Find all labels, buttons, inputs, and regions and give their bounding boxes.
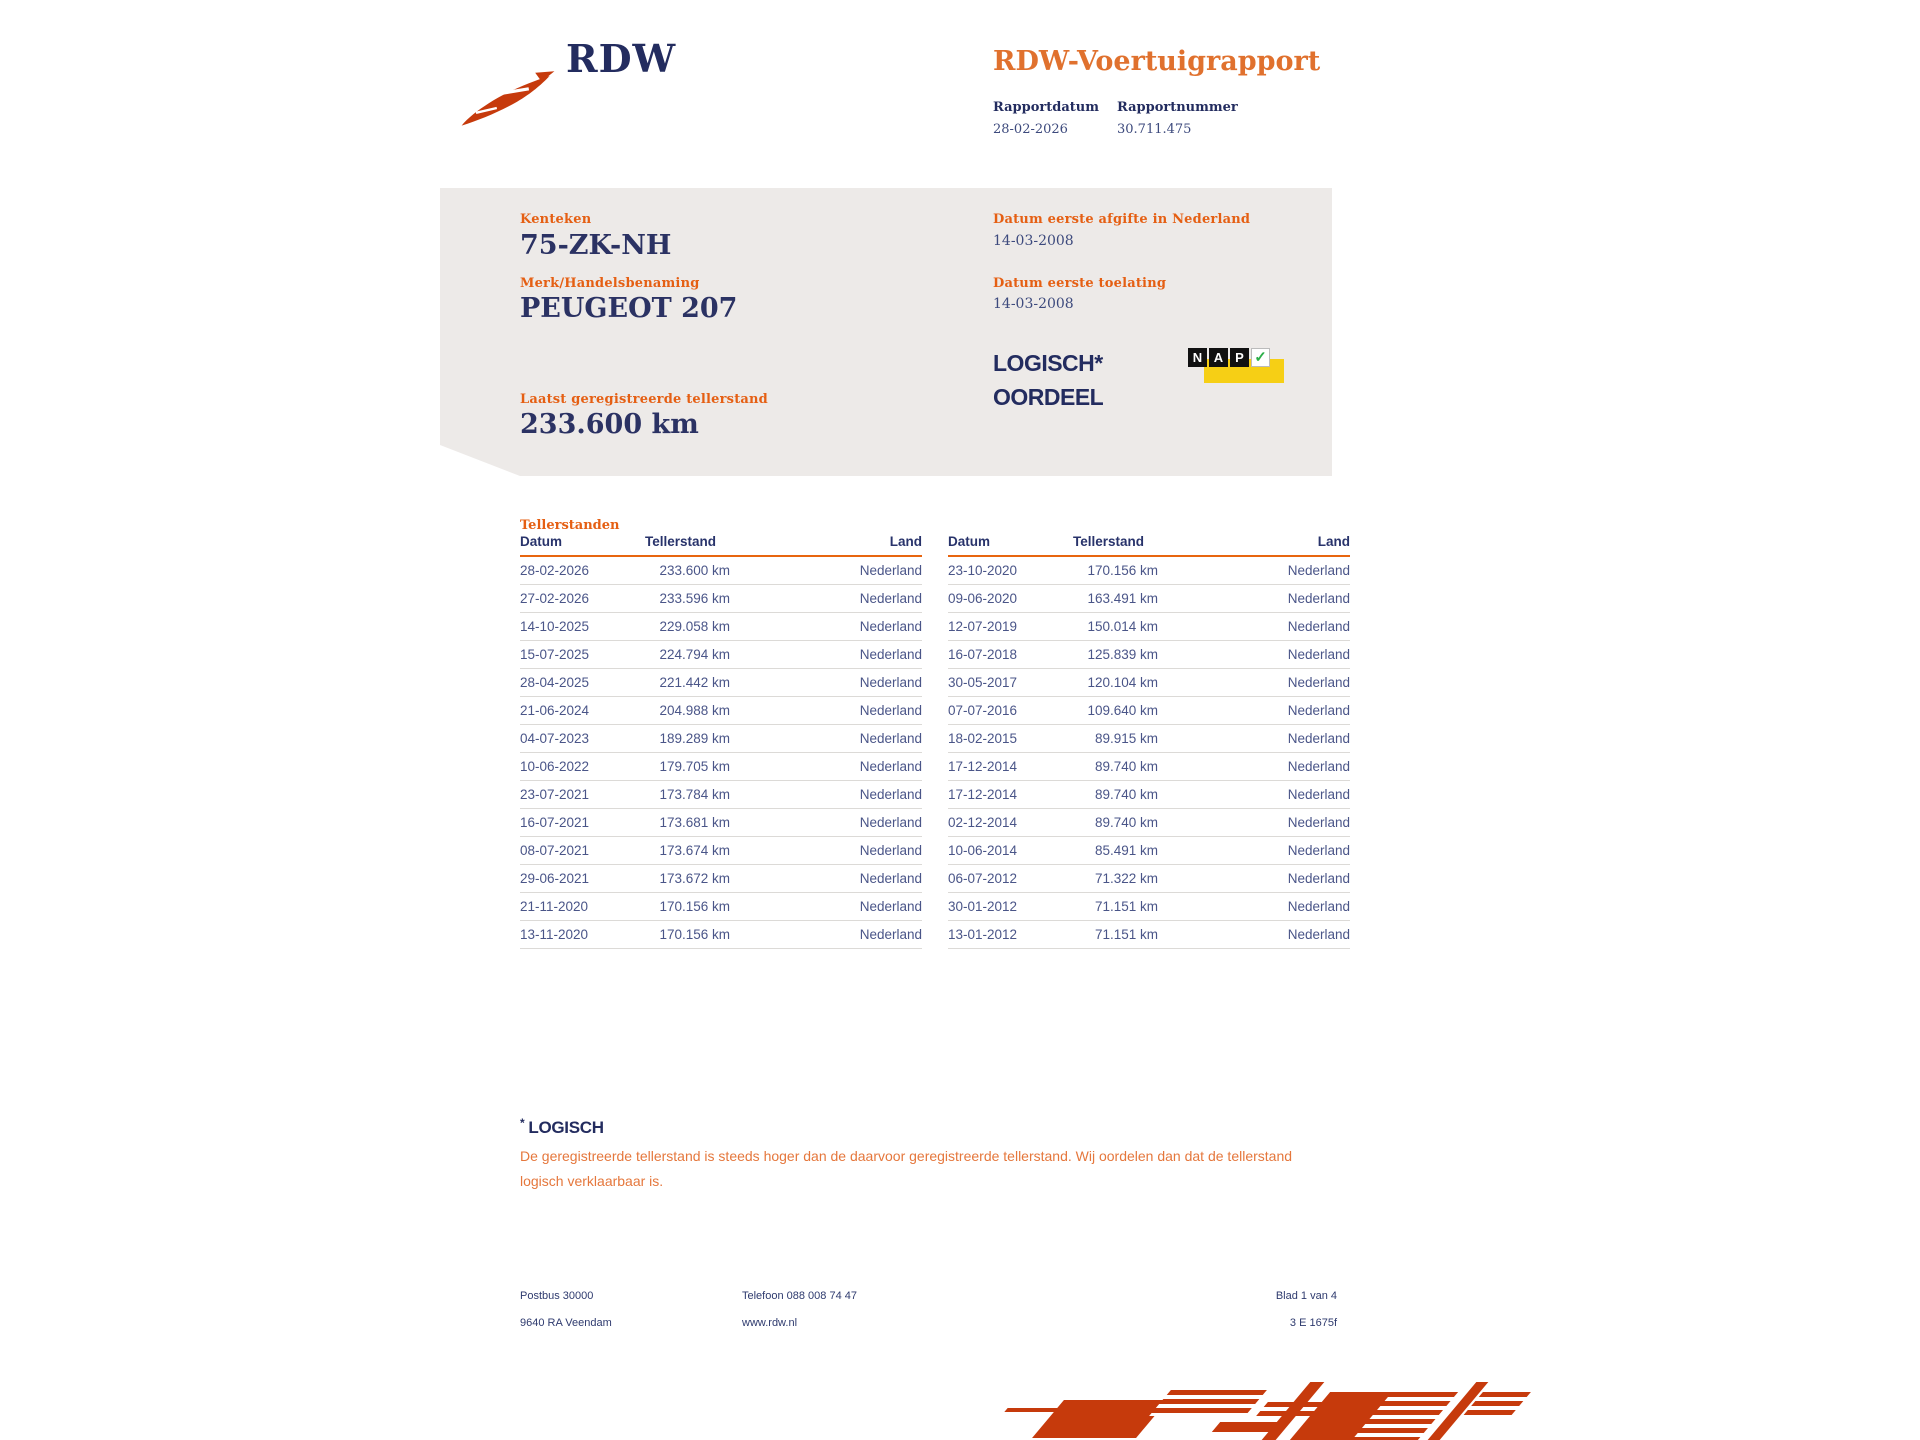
page-title: RDW-Voertuigrapport xyxy=(993,46,1321,77)
cell-tellerstand: 71.151 km xyxy=(1094,927,1158,942)
cell-land: Nederland xyxy=(1287,927,1350,942)
cell-datum: 17-12-2014 xyxy=(948,787,1018,802)
kenteken-label: Kenteken xyxy=(520,212,592,227)
kenteken-value: 75-ZK-NH xyxy=(520,230,672,261)
cell-land: Nederland xyxy=(1287,563,1350,578)
cell-land: Nederland xyxy=(859,815,922,830)
cell-datum: 29-06-2021 xyxy=(520,871,590,886)
footer-page-number: Blad 1 van 4 xyxy=(1275,1290,1337,1302)
cell-datum: 28-04-2025 xyxy=(520,675,590,690)
table-row xyxy=(948,921,1350,949)
col-header-tellerstand: Tellerstand xyxy=(645,534,717,549)
logisch-footnote-title xyxy=(520,1116,604,1138)
cell-tellerstand: 150.014 km xyxy=(1087,619,1158,634)
table-row xyxy=(520,893,922,921)
footnote-asterisk: * xyxy=(520,1116,525,1130)
cell-land: Nederland xyxy=(859,675,922,690)
cell-tellerstand: 71.151 km xyxy=(1094,899,1158,914)
cell-datum: 23-10-2020 xyxy=(948,563,1018,578)
cell-land: Nederland xyxy=(859,703,922,718)
cell-tellerstand: 89.740 km xyxy=(1094,815,1158,830)
cell-tellerstand: 170.156 km xyxy=(659,899,730,914)
cell-tellerstand: 89.915 km xyxy=(1094,731,1158,746)
cell-tellerstand: 189.289 km xyxy=(659,731,730,746)
cell-datum: 18-02-2015 xyxy=(948,731,1018,746)
nap-logo xyxy=(1188,348,1284,384)
col-header-datum: Datum xyxy=(948,534,991,549)
cell-tellerstand: 85.491 km xyxy=(1094,843,1158,858)
afgifte-label: Datum eerste afgifte in Nederland xyxy=(993,212,1251,227)
table-row xyxy=(520,865,922,893)
table-row xyxy=(948,865,1350,893)
cell-datum: 08-07-2021 xyxy=(520,843,590,858)
col-header-land: Land xyxy=(1317,534,1350,549)
cell-land: Nederland xyxy=(1287,619,1350,634)
cell-datum: 12-07-2019 xyxy=(948,619,1018,634)
cell-tellerstand: 179.705 km xyxy=(659,759,730,774)
table-row xyxy=(948,557,1350,585)
toelating-value: 14-03-2008 xyxy=(993,296,1074,312)
table-row xyxy=(520,837,922,865)
table-row xyxy=(520,613,922,641)
table-row xyxy=(520,669,922,697)
cell-land: Nederland xyxy=(859,843,922,858)
tellerstanden-table-left xyxy=(520,534,922,949)
oordeel-line1: LOGISCH* xyxy=(993,350,1103,376)
table-row xyxy=(520,557,922,585)
cell-datum: 13-11-2020 xyxy=(520,927,589,942)
oordeel-line2: OORDEEL xyxy=(993,384,1104,410)
table-row xyxy=(520,753,922,781)
cell-datum: 15-07-2025 xyxy=(520,647,590,662)
cell-tellerstand: 170.156 km xyxy=(1087,563,1158,578)
nap-check-icon: ✓ xyxy=(1251,348,1270,367)
toelating-label: Datum eerste toelating xyxy=(993,276,1167,291)
table-row xyxy=(948,809,1350,837)
cell-land: Nederland xyxy=(859,563,922,578)
cell-datum: 10-06-2014 xyxy=(948,843,1018,858)
table-row xyxy=(520,585,922,613)
cell-datum: 13-01-2012 xyxy=(948,927,1018,942)
table-row xyxy=(948,669,1350,697)
table-row xyxy=(520,921,922,949)
table-row xyxy=(520,697,922,725)
merk-label: Merk/Handelsbenaming xyxy=(520,276,700,291)
cell-tellerstand: 173.674 km xyxy=(659,843,730,858)
col-header-datum: Datum xyxy=(520,534,563,549)
cell-datum: 02-12-2014 xyxy=(948,815,1018,830)
cell-land: Nederland xyxy=(859,619,922,634)
cell-datum: 17-12-2014 xyxy=(948,759,1018,774)
cell-datum: 21-06-2024 xyxy=(520,703,590,718)
cell-datum: 06-07-2012 xyxy=(948,871,1018,886)
footer-address-line1: Postbus 30000 xyxy=(520,1290,594,1302)
table-row xyxy=(520,641,922,669)
cell-land: Nederland xyxy=(859,899,922,914)
report-number-value: 30.711.475 xyxy=(1117,122,1192,137)
cell-land: Nederland xyxy=(859,591,922,606)
table-row xyxy=(520,809,922,837)
cell-datum: 30-05-2017 xyxy=(948,675,1018,690)
col-header-land: Land xyxy=(889,534,922,549)
report-date-label: Rapportdatum xyxy=(993,100,1099,115)
nap-letter-a: A xyxy=(1209,348,1228,367)
cell-tellerstand: 120.104 km xyxy=(1087,675,1158,690)
tellerstanden-section-title: Tellerstanden xyxy=(520,518,620,533)
table-row xyxy=(948,781,1350,809)
table-row xyxy=(948,725,1350,753)
footer-website: www.rdw.nl xyxy=(742,1317,798,1329)
rdw-logo-flame-icon xyxy=(460,70,556,130)
cell-land: Nederland xyxy=(1287,899,1350,914)
cell-land: Nederland xyxy=(1287,787,1350,802)
cell-tellerstand: 221.442 km xyxy=(659,675,730,690)
rdw-logo-text: RDW xyxy=(566,36,677,81)
table-row xyxy=(520,781,922,809)
cell-land: Nederland xyxy=(859,647,922,662)
table-row xyxy=(520,725,922,753)
cell-land: Nederland xyxy=(859,759,922,774)
cell-datum: 04-07-2023 xyxy=(520,731,590,746)
tellerstand-value: 233.600 km xyxy=(520,409,699,440)
footer-form-code: 3 E 1675f xyxy=(1289,1317,1337,1329)
table-row xyxy=(948,641,1350,669)
footer-decoration-pattern xyxy=(1000,1382,1520,1440)
cell-datum: 27-02-2026 xyxy=(520,591,590,606)
table-row xyxy=(948,837,1350,865)
cell-tellerstand: 125.839 km xyxy=(1087,647,1158,662)
table-header xyxy=(948,534,1350,557)
cell-land: Nederland xyxy=(859,787,922,802)
cell-datum: 09-06-2020 xyxy=(948,591,1018,606)
table-row xyxy=(948,613,1350,641)
cell-tellerstand: 224.794 km xyxy=(659,647,730,662)
cell-datum: 30-01-2012 xyxy=(948,899,1018,914)
table-row xyxy=(948,585,1350,613)
footer-address-line2: 9640 RA Veendam xyxy=(520,1317,612,1329)
table-header xyxy=(520,534,922,557)
cell-tellerstand: 89.740 km xyxy=(1094,787,1158,802)
cell-land: Nederland xyxy=(1287,647,1350,662)
cell-land: Nederland xyxy=(1287,675,1350,690)
cell-tellerstand: 233.596 km xyxy=(659,591,730,606)
cell-land: Nederland xyxy=(859,871,922,886)
cell-land: Nederland xyxy=(1287,815,1350,830)
cell-tellerstand: 173.784 km xyxy=(659,787,730,802)
cell-tellerstand: 173.672 km xyxy=(659,871,730,886)
footer-phone: Telefoon 088 008 74 47 xyxy=(742,1290,857,1302)
cell-tellerstand: 173.681 km xyxy=(659,815,730,830)
tellerstand-label: Laatst geregistreerde tellerstand xyxy=(520,392,768,407)
report-number-label: Rapportnummer xyxy=(1117,100,1238,115)
table-row xyxy=(948,893,1350,921)
cell-land: Nederland xyxy=(1287,759,1350,774)
cell-datum: 23-07-2021 xyxy=(520,787,590,802)
cell-datum: 16-07-2018 xyxy=(948,647,1018,662)
cell-datum: 21-11-2020 xyxy=(520,899,589,914)
cell-tellerstand: 109.640 km xyxy=(1087,703,1158,718)
cell-land: Nederland xyxy=(1287,731,1350,746)
cell-tellerstand: 170.156 km xyxy=(659,927,730,942)
nap-letter-n: N xyxy=(1188,348,1207,367)
cell-tellerstand: 89.740 km xyxy=(1094,759,1158,774)
afgifte-value: 14-03-2008 xyxy=(993,233,1074,249)
cell-land: Nederland xyxy=(1287,591,1350,606)
nap-letter-p: P xyxy=(1230,348,1249,367)
cell-land: Nederland xyxy=(859,927,922,942)
cell-tellerstand: 204.988 km xyxy=(659,703,730,718)
cell-land: Nederland xyxy=(1287,843,1350,858)
cell-tellerstand: 229.058 km xyxy=(659,619,730,634)
table-row xyxy=(948,697,1350,725)
footnote-title-text: LOGISCH xyxy=(528,1118,604,1137)
table-row xyxy=(948,753,1350,781)
cell-land: Nederland xyxy=(1287,871,1350,886)
logisch-footnote-text: De geregistreerde tellerstand is steeds hoger dan de daarvoor geregistreerde tellerstand. Wij oordelen dan dat de tellerstand logisch verklaarbaar is. xyxy=(520,1148,1293,1189)
cell-datum: 28-02-2026 xyxy=(520,563,590,578)
cell-tellerstand: 71.322 km xyxy=(1094,871,1158,886)
cell-tellerstand: 233.600 km xyxy=(659,563,730,578)
cell-datum: 14-10-2025 xyxy=(520,619,590,634)
merk-value: PEUGEOT 207 xyxy=(520,293,738,324)
cell-datum: 10-06-2022 xyxy=(520,759,590,774)
cell-tellerstand: 163.491 km xyxy=(1087,591,1158,606)
cell-land: Nederland xyxy=(1287,703,1350,718)
cell-datum: 07-07-2016 xyxy=(948,703,1018,718)
tellerstanden-table-right xyxy=(948,534,1350,949)
col-header-tellerstand: Tellerstand xyxy=(1073,534,1145,549)
cell-datum: 16-07-2021 xyxy=(520,815,590,830)
cell-land: Nederland xyxy=(859,731,922,746)
report-date-value: 28-02-2026 xyxy=(993,122,1068,137)
